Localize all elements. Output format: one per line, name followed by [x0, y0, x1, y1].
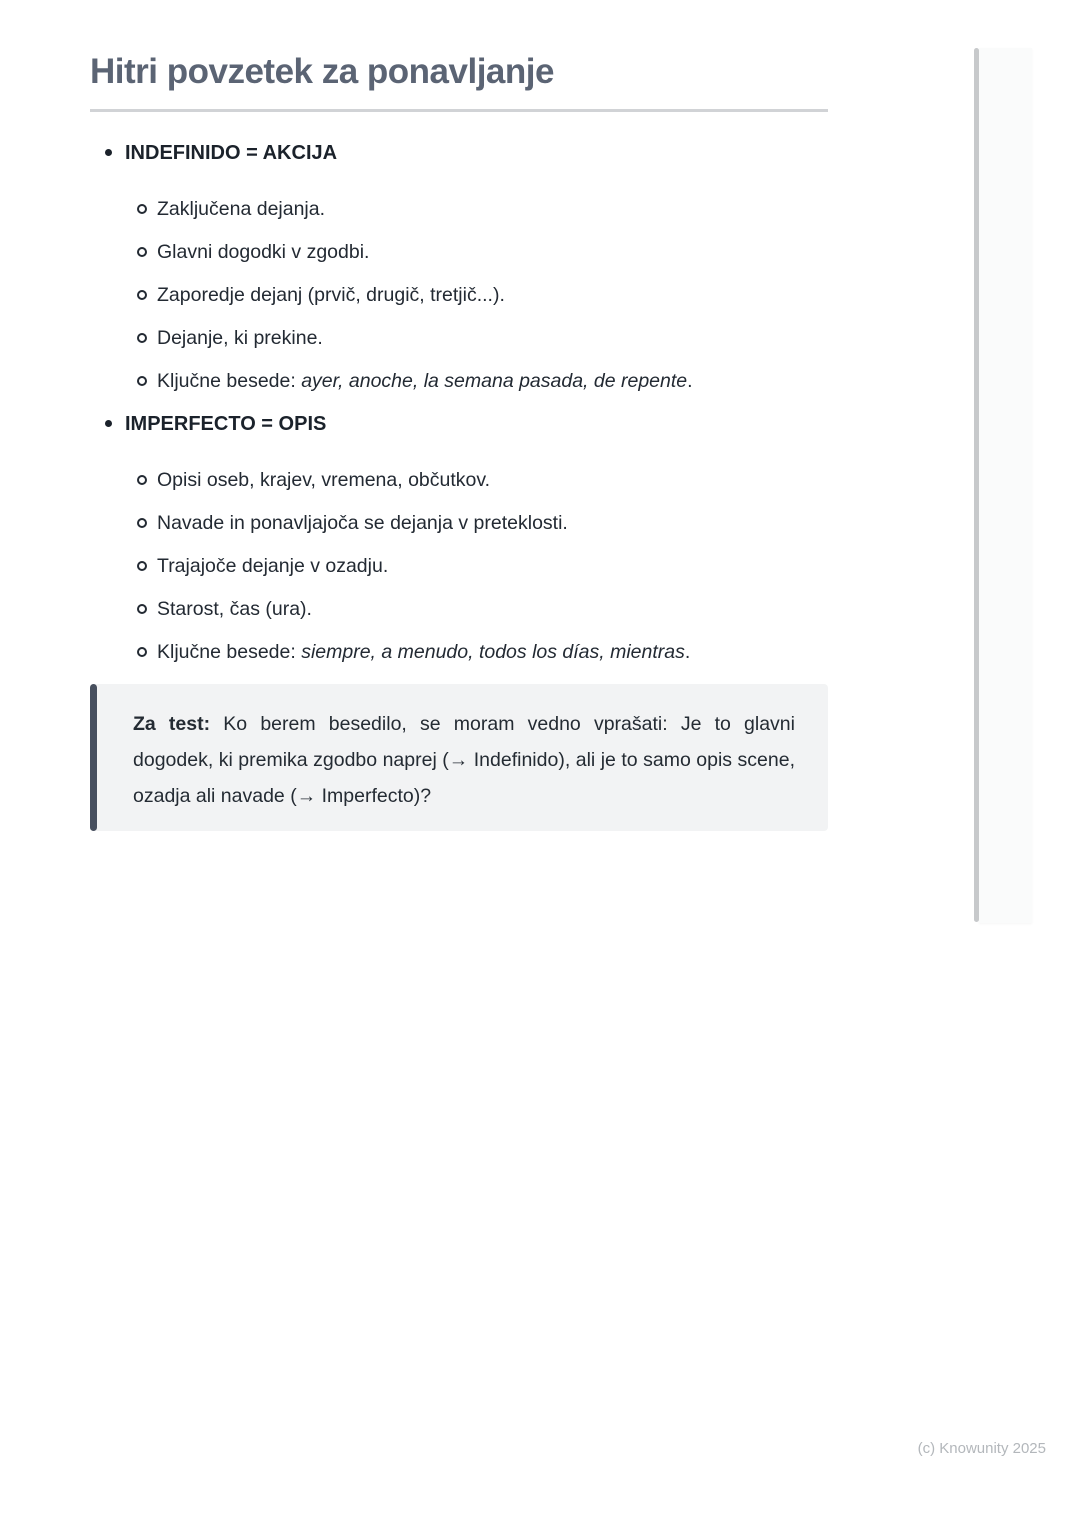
- list-item: [90, 284, 828, 306]
- keywords-prefix: Ključne besede:: [157, 370, 302, 392]
- callout-accent-bar: [90, 684, 97, 831]
- summary-outline: [90, 142, 828, 663]
- keywords-italic: ayer, anoche, la semana pasada, de repente: [301, 370, 688, 392]
- bullet-circle-icon: [137, 376, 147, 386]
- section-heading: [90, 142, 828, 164]
- keywords-italic: siempre, a menudo, todos los días, mientras: [301, 641, 685, 663]
- bullet-circle-icon: [137, 475, 147, 485]
- bullet-circle-icon: [137, 333, 147, 343]
- section-heading-label: INDEFINIDO = AKCIJA: [125, 142, 338, 164]
- callout-body-text: Ko berem besedilo, se moram vedno vprašati: Je to glavni dogodek, ki premika zgodbo naprej (→ Indefinido), ali je to samo opis scene, ozadja ali navade (→ Imperfecto)?: [133, 713, 795, 807]
- scrollbar-thumb[interactable]: [974, 48, 979, 922]
- bullet-disc-icon: [105, 420, 112, 427]
- list-item: [90, 198, 828, 220]
- callout-text: [133, 706, 795, 814]
- bullet-circle-icon: [137, 247, 147, 257]
- bullet-circle-icon: [137, 518, 147, 528]
- copyright-note: (c) Knowunity 2025: [917, 1440, 1046, 1457]
- bullet-circle-icon: [137, 604, 147, 614]
- keywords-suffix: .: [684, 641, 691, 663]
- list-item-keywords: [90, 641, 828, 663]
- bullet-disc-icon: [105, 149, 112, 156]
- right-side-panel: [979, 48, 1032, 923]
- bullet-circle-icon: [137, 204, 147, 214]
- bullet-circle-icon: [137, 290, 147, 300]
- keywords-prefix: Ključne besede:: [157, 641, 302, 663]
- list-item-text: Navade in ponavljajoča se dejanja v preteklosti.: [157, 512, 568, 534]
- list-item: [90, 241, 828, 263]
- bullet-circle-icon: [137, 561, 147, 571]
- list-item: [90, 598, 828, 620]
- document-content: [90, 0, 828, 831]
- section-imperfecto: [90, 413, 828, 663]
- page-title: Hitri povzetek za ponavljanje: [90, 52, 554, 91]
- list-item-text: Zaključena dejanja.: [157, 198, 326, 220]
- list-item-text: Trajajoče dejanje v ozadju.: [157, 555, 389, 577]
- list-item-text: Opisi oseb, krajev, vremena, občutkov.: [157, 469, 491, 491]
- bullet-circle-icon: [137, 647, 147, 657]
- list-item: [90, 555, 828, 577]
- list-item: [90, 512, 828, 534]
- keywords-suffix: .: [687, 370, 693, 392]
- tip-callout: [90, 684, 828, 831]
- title-divider: [90, 109, 828, 112]
- section-heading: [90, 413, 828, 435]
- callout-lead-label: Za test:: [133, 713, 211, 735]
- section-heading-label: IMPERFECTO = OPIS: [125, 413, 327, 435]
- list-item-keywords: [90, 370, 828, 392]
- list-item-text: Dejanje, ki prekine.: [157, 327, 323, 349]
- list-item-text: Starost, čas (ura).: [157, 598, 312, 620]
- list-item-text: Zaporedje dejanj (prvič, drugič, tretjič...).: [157, 284, 505, 306]
- list-item-text: Glavni dogodki v zgodbi.: [157, 241, 370, 263]
- list-item: [90, 327, 828, 349]
- section-indefinido: [90, 142, 828, 392]
- list-item: [90, 469, 828, 491]
